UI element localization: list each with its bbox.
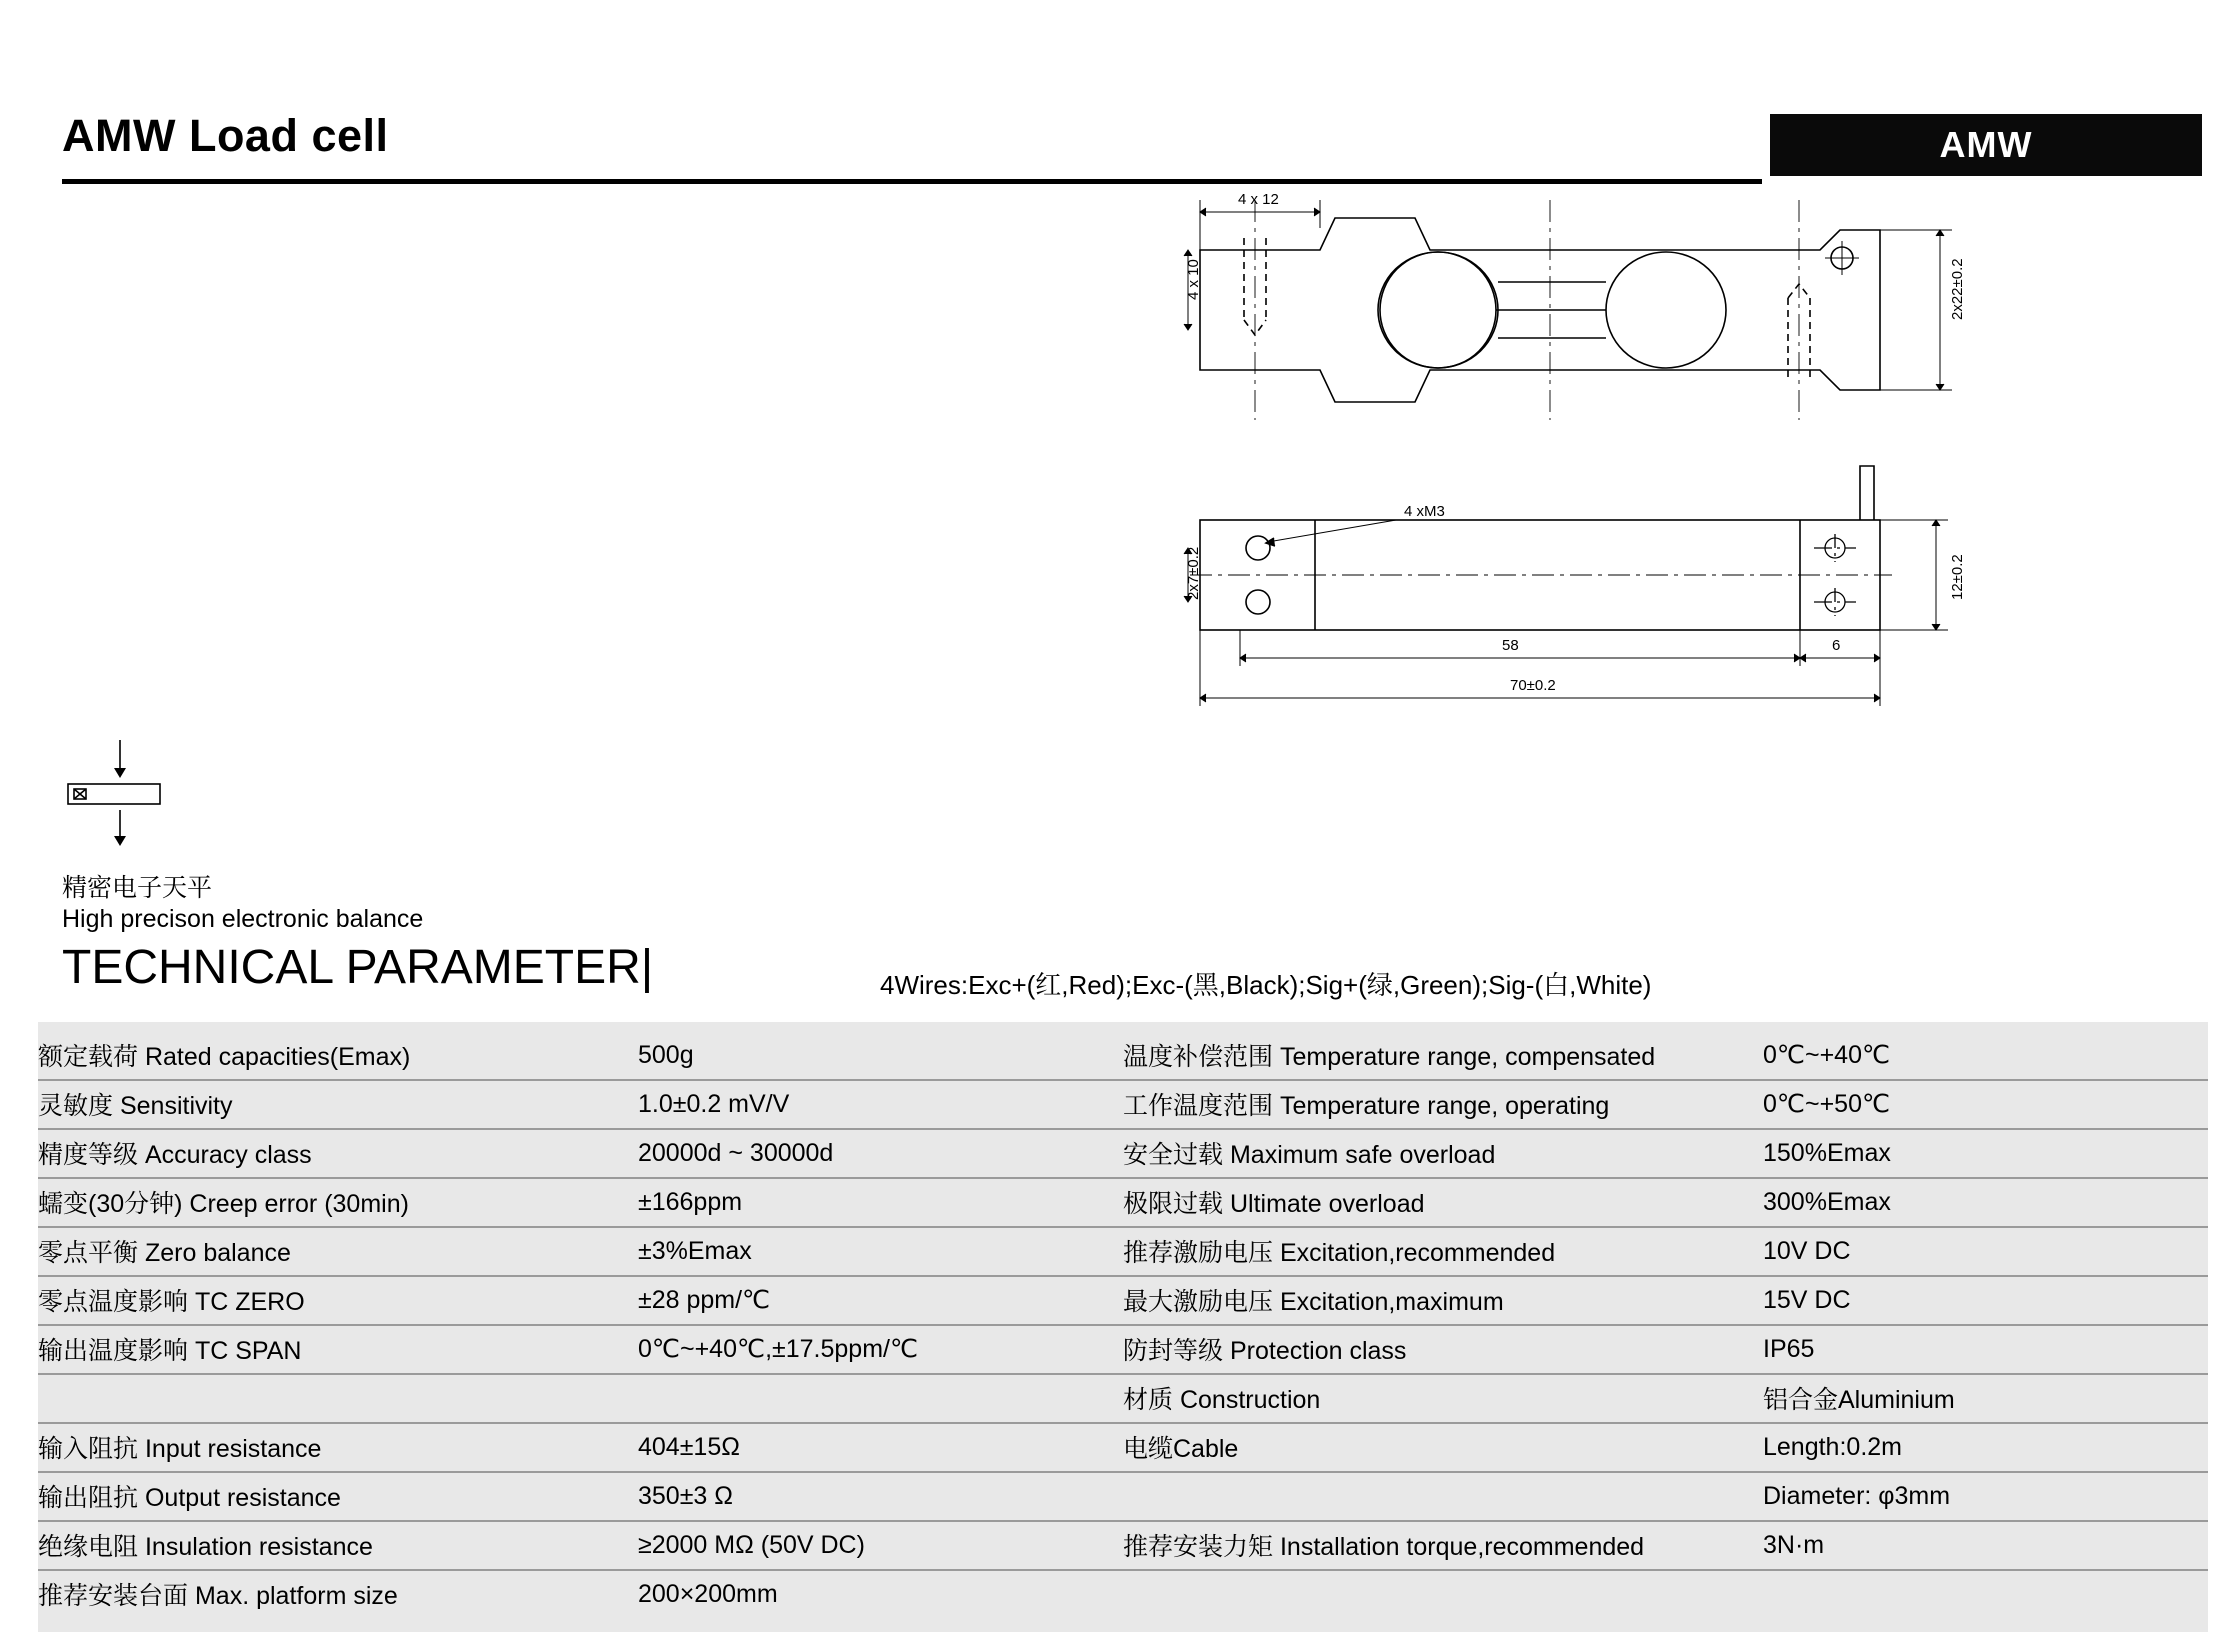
spec-label-cn: 推荐激励电压	[1123, 1239, 1274, 1267]
spec-label-en: Installation torque,recommended	[1279, 1533, 1645, 1561]
spec-value-right: 0℃~+50℃	[1763, 1080, 2208, 1129]
spec-label-right	[1123, 1472, 1763, 1521]
spec-label-en: Temperature range, compensated	[1279, 1043, 1656, 1071]
spec-label-left	[38, 1423, 638, 1472]
spec-label-left	[38, 1374, 638, 1423]
spec-label-cn: 推荐安装力矩	[1123, 1533, 1274, 1561]
spec-label-en: Maximum safe overload	[1229, 1141, 1496, 1169]
dim-right-height: 2x22±0.2	[1949, 258, 1966, 320]
spec-value-right: Diameter: φ3mm	[1763, 1472, 2208, 1521]
spec-label-en: Excitation,maximum	[1279, 1288, 1504, 1316]
spec-label-cn: 安全过载	[1123, 1141, 1224, 1169]
spec-label-left	[38, 1129, 638, 1178]
spec-label-cn: 材质	[1123, 1386, 1174, 1414]
spec-label-right	[1123, 1080, 1763, 1129]
spec-label-cn: 温度补偿范围	[1123, 1043, 1274, 1071]
spec-value-left: 0℃~+40℃,±17.5ppm/℃	[638, 1325, 1123, 1374]
table-row	[38, 1178, 2208, 1227]
table-row	[38, 1521, 2208, 1570]
spec-value-right: 300%Emax	[1763, 1178, 2208, 1227]
spec-label-right	[1123, 1423, 1763, 1472]
spec-label-en: TC ZERO	[194, 1288, 305, 1316]
spec-value-left: 200×200mm	[638, 1579, 778, 1608]
dim-total: 70±0.2	[1510, 677, 1556, 694]
spec-value-left: 350±3 Ω	[638, 1472, 1123, 1521]
spec-value-left: 20000d ~ 30000d	[638, 1129, 1123, 1178]
table-row	[38, 1032, 2208, 1080]
spec-label-cn: 防封等级	[1123, 1337, 1224, 1365]
spec-label-right	[1123, 1374, 1763, 1423]
spec-label-en: Insulation resistance	[144, 1533, 373, 1561]
spec-label-cn: 绝缘电阻	[38, 1533, 139, 1561]
spec-label-right	[1123, 1032, 1763, 1080]
spec-label-right	[1123, 1276, 1763, 1325]
spec-value-left: 404±15Ω	[638, 1423, 1123, 1472]
dim-58: 58	[1502, 637, 1519, 654]
spec-label-right	[1123, 1521, 1763, 1570]
spec-value-right: 150%Emax	[1763, 1129, 2208, 1178]
dim-left-slot: 4 x 10	[1185, 259, 1202, 300]
table-row	[38, 1325, 2208, 1374]
spec-value-right: IP65	[1763, 1325, 2208, 1374]
technical-parameter-heading: TECHNICAL PARAMETER|	[62, 941, 654, 994]
spec-label-right	[1123, 1325, 1763, 1374]
spec-value-left: 1.0±0.2 mV/V	[638, 1080, 1123, 1129]
spec-label-cn: 蠕变(30分钟)	[38, 1190, 183, 1218]
spec-label-right	[1123, 1178, 1763, 1227]
spec-label-cn: 推荐安装台面	[38, 1582, 189, 1610]
model-badge: AMW	[1770, 114, 2202, 176]
page-header	[0, 52, 2234, 165]
table-row	[38, 1472, 2208, 1521]
dim-6: 6	[1832, 637, 1841, 654]
table-row	[38, 1276, 2208, 1325]
header-divider	[62, 179, 1762, 184]
spec-label-en: Output resistance	[144, 1484, 341, 1512]
spec-label-cn: 输出温度影响	[38, 1337, 189, 1365]
spec-label-left	[38, 1472, 638, 1521]
spec-label-cn: 额定载荷	[38, 1043, 139, 1071]
spec-label-en: Excitation,recommended	[1279, 1239, 1556, 1267]
spec-value-left: ±166ppm	[638, 1178, 1123, 1227]
spec-label-left	[38, 1325, 638, 1374]
specification-table	[38, 1022, 2208, 1632]
page-title: AMW Load cell	[62, 110, 389, 161]
spec-label-en: Zero balance	[144, 1239, 291, 1267]
table-row	[38, 1227, 2208, 1276]
spec-value-right: 0℃~+40℃	[1763, 1032, 2208, 1080]
spec-label-cn: 精度等级	[38, 1141, 139, 1169]
table-row	[38, 1129, 2208, 1178]
spec-label-en: Accuracy class	[144, 1141, 312, 1169]
spec-label-cn: 极限过载	[1123, 1190, 1224, 1218]
spec-value-left: ±28 ppm/℃	[638, 1276, 1123, 1325]
spec-label-left	[38, 1227, 638, 1276]
spec-label-en: Sensitivity	[119, 1092, 233, 1120]
spec-value-left: ±3%Emax	[638, 1227, 1123, 1276]
dim-top-slot: 4 x 12	[1238, 191, 1279, 208]
spec-label-en: Protection class	[1229, 1337, 1407, 1365]
spec-value-left	[638, 1374, 1123, 1423]
balance-label-en: High precison electronic balance	[62, 905, 424, 933]
spec-label-cn: 输入阻抗	[38, 1435, 139, 1463]
table-row	[38, 1570, 2208, 1618]
spec-label-right	[1123, 1129, 1763, 1178]
spec-label-right	[1123, 1227, 1763, 1276]
spec-label-cn: 电缆Cable	[1123, 1435, 1239, 1463]
spec-label-en: Max. platform size	[194, 1582, 398, 1610]
spec-label-cn: 最大激励电压	[1123, 1288, 1274, 1316]
spec-label-en: Creep error (30min)	[189, 1190, 409, 1218]
spec-label-en: Construction	[1179, 1386, 1321, 1414]
spec-value-right: 3N·m	[1763, 1521, 2208, 1570]
technical-drawing	[1180, 190, 2190, 840]
spec-label-en: Input resistance	[144, 1435, 322, 1463]
spec-label-left	[38, 1570, 638, 1618]
spec-value-right: Length:0.2m	[1763, 1423, 2208, 1472]
spec-label-cn: 零点平衡	[38, 1239, 139, 1267]
dim-side-left: 2x7±0.2	[1185, 546, 1202, 600]
dim-4xm3: 4 xM3	[1404, 503, 1445, 520]
table-row	[38, 1080, 2208, 1129]
spec-label-en: Rated capacities(Emax)	[144, 1043, 411, 1071]
spec-label-cn: 工作温度范围	[1123, 1092, 1274, 1120]
spec-label-en: TC SPAN	[194, 1337, 302, 1365]
spec-label-cn: 零点温度影响	[38, 1288, 189, 1316]
spec-label-left	[38, 1080, 638, 1129]
spec-label-en: Ultimate overload	[1229, 1190, 1425, 1218]
spec-label-left	[38, 1032, 638, 1080]
table-row	[38, 1423, 2208, 1472]
table-row	[38, 1374, 2208, 1423]
balance-diagram	[60, 740, 200, 880]
spec-label-en: Temperature range, operating	[1279, 1092, 1610, 1120]
spec-value-left: 500g	[638, 1032, 1123, 1080]
spec-value-right: 10V DC	[1763, 1227, 2208, 1276]
spec-label-cn: 灵敏度	[38, 1092, 114, 1120]
balance-label-cn: 精密电子天平	[62, 874, 213, 902]
spec-value-right: 铝合金Aluminium	[1763, 1374, 2208, 1423]
spec-label-left	[38, 1521, 638, 1570]
wiring-note: 4Wires:Exc+(红,Red);Exc-(黑,Black);Sig+(绿,Green);Sig-(白,White)	[880, 970, 1652, 1000]
spec-label-left	[38, 1178, 638, 1227]
spec-label-right	[1123, 1570, 1763, 1618]
spec-value-right	[1763, 1570, 2208, 1618]
spec-value-left: ≥2000 MΩ (50V DC)	[638, 1521, 1123, 1570]
spec-label-left	[38, 1276, 638, 1325]
spec-label-cn: 输出阻抗	[38, 1484, 139, 1512]
dim-side-right-height: 12±0.2	[1949, 554, 1966, 600]
spec-value-right: 15V DC	[1763, 1276, 2208, 1325]
